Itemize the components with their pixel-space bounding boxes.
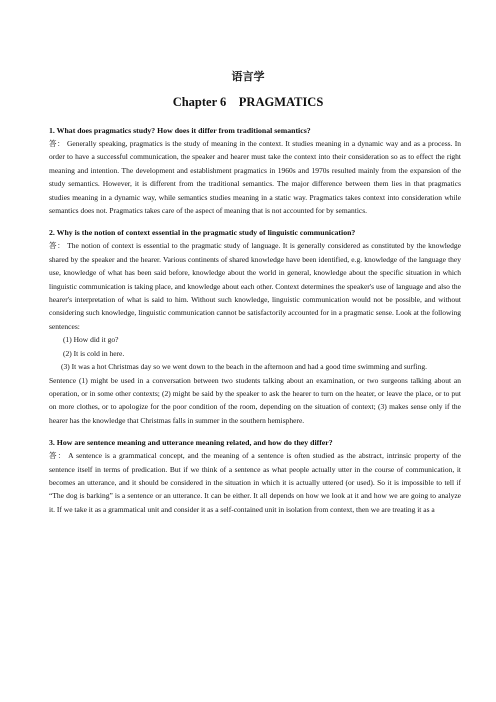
subject-title: 语言学	[231, 71, 265, 83]
answer-prefix: 答：	[49, 241, 66, 251]
answer-prefix: 答：	[49, 451, 67, 461]
answer-1	[49, 137, 461, 217]
document-body	[49, 125, 461, 516]
example-item: (1) How did it go?	[63, 335, 119, 345]
question-block-3	[49, 437, 461, 516]
answer-3-text: A sentence is a grammatical concept, and the meaning of a sentence is often studied as the abstract, intrinsic property of the sentence itself in terms of predication. But if we think of a sentence as what people actually utter in the course of communication, it becomes an utterance, and it should be considered in the situation in which it is actually uttered (or used). So it is impossible to tell if “The dog is barking” is a sentence or an utterance. It can be either. It all depends on how we look at it and how we are going to analyze it. If we take it as a grammatical unit and consider it as a self-contained unit in isolation from context, then we are treating it as a	[49, 451, 462, 514]
question-1: 1. What does pragmatics study? How does it differ from traditional semantics?	[49, 126, 311, 135]
question-3: 3. How are sentence meaning and utterance meaning related, and how do they differ?	[49, 438, 333, 448]
answer-2-text: The notion of context is essential to the pragmatic study of language. It is generally considered as constituted by the knowledge shared by the speaker and the hearer. Various continents of shared knowledge have been identified, e.g. knowledge of the language they use, knowledge of what has been said before, knowledge about the world in general, knowledge about the specific situation in which linguistic communication is taking place, and knowledge about each other. Context determines the speaker's use of language and also the hearer's interpretation of what is said to him. Without such knowledge, linguistic communication would not be possible, and without considering such knowledge, linguistic communication cannot be satisfactorily accounted for in a pragmatic sense. Look at the following sentences:	[49, 241, 462, 331]
example-item: (3) It was a hot Christmas day so we went down to the beach in the afternoon and had a good time swimming and surfing.	[61, 362, 427, 372]
chapter-title: Chapter 6 PRAGMATICS	[172, 95, 324, 109]
question-block-1	[49, 125, 461, 217]
example-list	[49, 333, 461, 373]
question-block-2	[49, 227, 461, 427]
example-item: (2) It is cold in here.	[63, 348, 125, 358]
answer-prefix: 答：	[49, 139, 65, 148]
answer-3	[49, 449, 461, 516]
answer-2	[49, 239, 461, 333]
answer-1-text: Generally speaking, pragmatics is the study of meaning in the context. It studies meaning in a dynamic way and as a process. In order to have a successful communication, the speaker and hearer must take the context into their consideration so as to effect the right meaning and intention. The development and establishment pragmatics in 1960s and 1970s resulted mainly from the expansion of the study semantics. However, it is different from the traditional semantics. The major difference between them lies in that pragmatics studies meaning in a dynamic way, while semantics studies meaning in a static way. Pragmatics takes context into consideration while semantics does not. Pragmatics takes care of the aspect of meaning that is not accounted for by semantics.	[49, 139, 462, 216]
answer-2-follow: Sentence (1) might be used in a conversation between two students talking about an examination, or two surgeons talking about an operation, or in some other contexts; (2) might be said by the speaker to ask the hearer to turn on the heater, or leave the place, or to put on more clothes, or to apologize for the poor condition of the room, depending on the situation of context; (3) makes sense only if the hearer has the knowledge that Christmas falls in summer in the southern hemisphere.	[49, 375, 461, 425]
question-2: 2. Why is the notion of context essential in the pragmatic study of linguistic communication?	[49, 228, 356, 238]
